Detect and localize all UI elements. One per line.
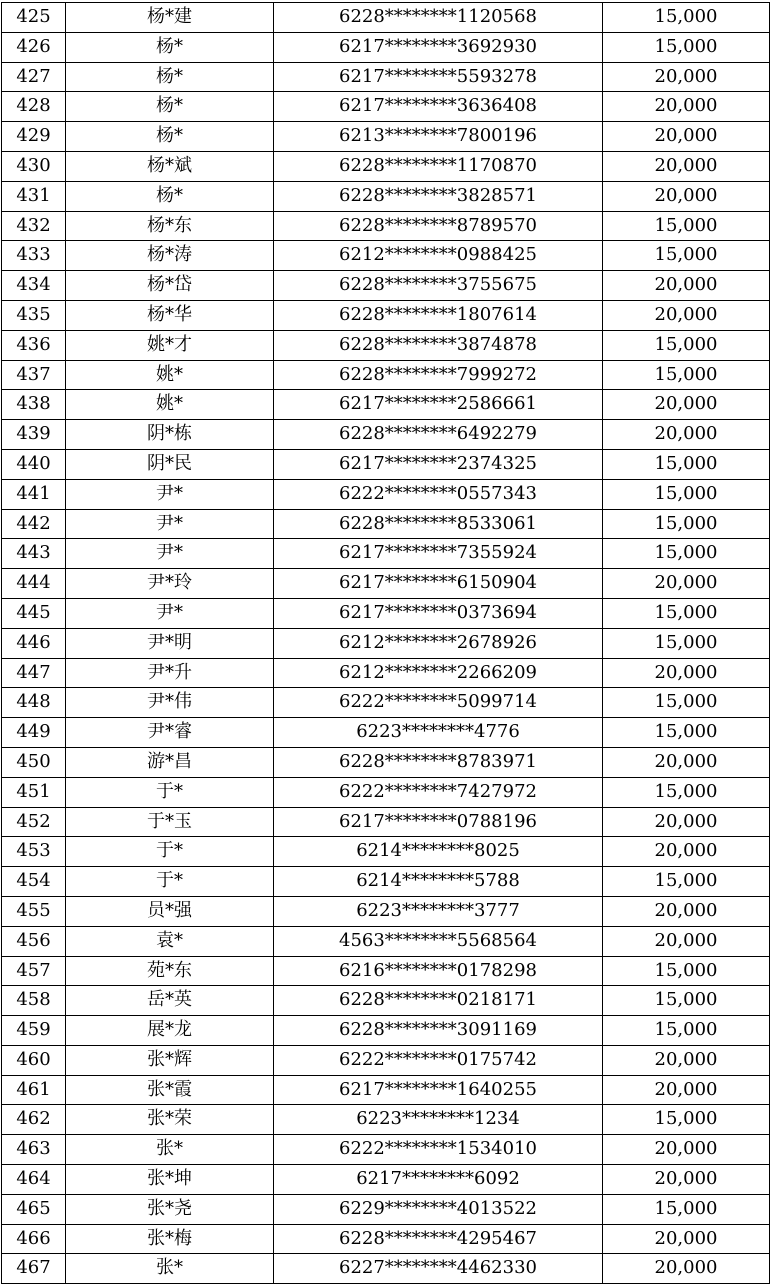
name-cell: 杨*建	[66, 3, 274, 33]
amount-cell: 20,000	[603, 1224, 770, 1254]
row-number-cell: 446	[2, 628, 66, 658]
row-number-cell: 459	[2, 1016, 66, 1046]
name-cell: 阴*民	[66, 449, 274, 479]
amount-cell: 15,000	[603, 449, 770, 479]
row-number-cell: 452	[2, 807, 66, 837]
name-cell: 于*	[66, 837, 274, 867]
row-number-cell: 444	[2, 569, 66, 599]
table-row	[2, 926, 770, 956]
table-row	[2, 211, 770, 241]
row-number-cell: 458	[2, 986, 66, 1016]
name-cell: 袁*	[66, 926, 274, 956]
account-number-cell: 6222********0175742	[274, 1045, 603, 1075]
amount-cell: 15,000	[603, 718, 770, 748]
table-row	[2, 986, 770, 1016]
row-number-cell: 441	[2, 479, 66, 509]
table-row	[2, 956, 770, 986]
amount-cell: 15,000	[603, 509, 770, 539]
account-number-cell: 6222********5099714	[274, 688, 603, 718]
row-number-cell: 440	[2, 449, 66, 479]
account-number-cell: 6228********6492279	[274, 420, 603, 450]
account-number-cell: 6217********0373694	[274, 598, 603, 628]
name-cell: 尹*	[66, 509, 274, 539]
row-number-cell: 426	[2, 32, 66, 62]
amount-cell: 15,000	[603, 479, 770, 509]
account-number-cell: 6227********4462330	[274, 1254, 603, 1284]
table-row	[2, 837, 770, 867]
table-row	[2, 122, 770, 152]
account-number-cell: 6217********3692930	[274, 32, 603, 62]
amount-cell: 20,000	[603, 1135, 770, 1165]
amount-cell: 20,000	[603, 92, 770, 122]
name-cell: 杨*	[66, 32, 274, 62]
amount-cell: 15,000	[603, 1016, 770, 1046]
account-number-cell: 6213********7800196	[274, 122, 603, 152]
table-row	[2, 688, 770, 718]
account-number-cell: 6228********7999272	[274, 360, 603, 390]
table-row	[2, 241, 770, 271]
amount-cell: 20,000	[603, 390, 770, 420]
name-cell: 杨*	[66, 122, 274, 152]
row-number-cell: 431	[2, 181, 66, 211]
table-row	[2, 32, 770, 62]
amount-cell: 15,000	[603, 598, 770, 628]
amount-cell: 15,000	[603, 360, 770, 390]
amount-cell: 15,000	[603, 777, 770, 807]
row-number-cell: 460	[2, 1045, 66, 1075]
table-row	[2, 1045, 770, 1075]
name-cell: 张*辉	[66, 1045, 274, 1075]
row-number-cell: 427	[2, 62, 66, 92]
amount-cell: 20,000	[603, 420, 770, 450]
table-row	[2, 896, 770, 926]
row-number-cell: 429	[2, 122, 66, 152]
amount-cell: 20,000	[603, 181, 770, 211]
row-number-cell: 454	[2, 867, 66, 897]
name-cell: 张*	[66, 1254, 274, 1284]
name-cell: 杨*华	[66, 300, 274, 330]
name-cell: 杨*斌	[66, 151, 274, 181]
amount-cell: 15,000	[603, 1105, 770, 1135]
table-row	[2, 1254, 770, 1284]
amount-cell: 20,000	[603, 658, 770, 688]
amount-cell: 15,000	[603, 241, 770, 271]
amount-cell: 15,000	[603, 867, 770, 897]
row-number-cell: 455	[2, 896, 66, 926]
amount-cell: 15,000	[603, 539, 770, 569]
table-row	[2, 92, 770, 122]
name-cell: 张*尧	[66, 1194, 274, 1224]
account-number-cell: 6228********1807614	[274, 300, 603, 330]
row-number-cell: 449	[2, 718, 66, 748]
account-number-cell: 6223********1234	[274, 1105, 603, 1135]
account-number-cell: 6217********5593278	[274, 62, 603, 92]
table-row	[2, 867, 770, 897]
account-number-cell: 6217********2586661	[274, 390, 603, 420]
account-number-cell: 6228********3874878	[274, 330, 603, 360]
account-number-cell: 6222********0557343	[274, 479, 603, 509]
amount-cell: 20,000	[603, 271, 770, 301]
amount-cell: 15,000	[603, 1194, 770, 1224]
account-number-cell: 6228********1170870	[274, 151, 603, 181]
amount-cell: 20,000	[603, 807, 770, 837]
name-cell: 张*梅	[66, 1224, 274, 1254]
name-cell: 游*昌	[66, 747, 274, 777]
amount-cell: 15,000	[603, 211, 770, 241]
table-row	[2, 181, 770, 211]
account-number-cell: 6217********2374325	[274, 449, 603, 479]
row-number-cell: 456	[2, 926, 66, 956]
row-number-cell: 451	[2, 777, 66, 807]
row-number-cell: 438	[2, 390, 66, 420]
table-row	[2, 420, 770, 450]
amount-cell: 20,000	[603, 1165, 770, 1195]
account-number-cell: 6228********3828571	[274, 181, 603, 211]
row-number-cell: 430	[2, 151, 66, 181]
row-number-cell: 433	[2, 241, 66, 271]
amount-cell: 15,000	[603, 330, 770, 360]
name-cell: 姚*才	[66, 330, 274, 360]
table-row	[2, 151, 770, 181]
table-row	[2, 1224, 770, 1254]
table-row	[2, 658, 770, 688]
row-number-cell: 443	[2, 539, 66, 569]
name-cell: 苑*东	[66, 956, 274, 986]
row-number-cell: 462	[2, 1105, 66, 1135]
name-cell: 阴*栋	[66, 420, 274, 450]
amount-cell: 15,000	[603, 628, 770, 658]
table-row	[2, 271, 770, 301]
name-cell: 张*坤	[66, 1165, 274, 1195]
name-cell: 于*	[66, 867, 274, 897]
row-number-cell: 467	[2, 1254, 66, 1284]
account-number-cell: 6217********0788196	[274, 807, 603, 837]
account-number-cell: 6214********8025	[274, 837, 603, 867]
table-row	[2, 330, 770, 360]
row-number-cell: 450	[2, 747, 66, 777]
row-number-cell: 465	[2, 1194, 66, 1224]
row-number-cell: 464	[2, 1165, 66, 1195]
row-number-cell: 466	[2, 1224, 66, 1254]
table-row	[2, 360, 770, 390]
table-row	[2, 807, 770, 837]
account-number-cell: 6228********3091169	[274, 1016, 603, 1046]
row-number-cell: 448	[2, 688, 66, 718]
name-cell: 岳*英	[66, 986, 274, 1016]
row-number-cell: 437	[2, 360, 66, 390]
table-row	[2, 1194, 770, 1224]
table-row	[2, 479, 770, 509]
account-number-cell: 6228********8533061	[274, 509, 603, 539]
account-number-cell: 6214********5788	[274, 867, 603, 897]
amount-cell: 20,000	[603, 926, 770, 956]
account-number-cell: 4563********5568564	[274, 926, 603, 956]
amount-cell: 20,000	[603, 896, 770, 926]
amount-cell: 20,000	[603, 747, 770, 777]
name-cell: 杨*涛	[66, 241, 274, 271]
account-number-cell: 6217********7355924	[274, 539, 603, 569]
row-number-cell: 461	[2, 1075, 66, 1105]
table-row	[2, 628, 770, 658]
row-number-cell: 457	[2, 956, 66, 986]
account-number-cell: 6228********1120568	[274, 3, 603, 33]
table-row	[2, 777, 770, 807]
amount-cell: 15,000	[603, 688, 770, 718]
name-cell: 张*	[66, 1135, 274, 1165]
account-number-cell: 6223********4776	[274, 718, 603, 748]
name-cell: 杨*	[66, 62, 274, 92]
account-number-cell: 6228********8789570	[274, 211, 603, 241]
table-row	[2, 718, 770, 748]
row-number-cell: 435	[2, 300, 66, 330]
amount-cell: 15,000	[603, 3, 770, 33]
name-cell: 张*荣	[66, 1105, 274, 1135]
name-cell: 杨*	[66, 92, 274, 122]
name-cell: 张*霞	[66, 1075, 274, 1105]
table-row	[2, 1135, 770, 1165]
account-number-cell: 6228********8783971	[274, 747, 603, 777]
name-cell: 于*玉	[66, 807, 274, 837]
amount-cell: 20,000	[603, 62, 770, 92]
account-number-cell: 6217********1640255	[274, 1075, 603, 1105]
amount-cell: 20,000	[603, 1045, 770, 1075]
name-cell: 尹*睿	[66, 718, 274, 748]
table-row	[2, 598, 770, 628]
row-number-cell: 453	[2, 837, 66, 867]
account-number-cell: 6229********4013522	[274, 1194, 603, 1224]
amount-cell: 20,000	[603, 1075, 770, 1105]
row-number-cell: 432	[2, 211, 66, 241]
name-cell: 杨*	[66, 181, 274, 211]
account-number-cell: 6228********4295467	[274, 1224, 603, 1254]
row-number-cell: 425	[2, 3, 66, 33]
table-row	[2, 1075, 770, 1105]
table-row	[2, 569, 770, 599]
row-number-cell: 463	[2, 1135, 66, 1165]
name-cell: 员*强	[66, 896, 274, 926]
table-row	[2, 62, 770, 92]
name-cell: 于*	[66, 777, 274, 807]
amount-cell: 15,000	[603, 956, 770, 986]
account-number-cell: 6212********0988425	[274, 241, 603, 271]
name-cell: 尹*	[66, 479, 274, 509]
account-number-cell: 6217********3636408	[274, 92, 603, 122]
table-row	[2, 509, 770, 539]
name-cell: 姚*	[66, 360, 274, 390]
account-number-cell: 6222********7427972	[274, 777, 603, 807]
name-cell: 尹*伟	[66, 688, 274, 718]
row-number-cell: 447	[2, 658, 66, 688]
amount-cell: 15,000	[603, 986, 770, 1016]
table-row	[2, 747, 770, 777]
name-cell: 姚*	[66, 390, 274, 420]
name-cell: 尹*	[66, 598, 274, 628]
name-cell: 尹*明	[66, 628, 274, 658]
table-row	[2, 1105, 770, 1135]
table-row	[2, 300, 770, 330]
row-number-cell: 439	[2, 420, 66, 450]
name-cell: 尹*	[66, 539, 274, 569]
table-row	[2, 539, 770, 569]
table-row	[2, 3, 770, 33]
account-number-cell: 6216********0178298	[274, 956, 603, 986]
row-number-cell: 428	[2, 92, 66, 122]
amount-cell: 20,000	[603, 300, 770, 330]
account-number-cell: 6222********1534010	[274, 1135, 603, 1165]
row-number-cell: 434	[2, 271, 66, 301]
amount-cell: 20,000	[603, 151, 770, 181]
table-row	[2, 449, 770, 479]
account-number-cell: 6217********6150904	[274, 569, 603, 599]
name-cell: 杨*岱	[66, 271, 274, 301]
row-number-cell: 445	[2, 598, 66, 628]
account-number-cell: 6223********3777	[274, 896, 603, 926]
name-cell: 杨*东	[66, 211, 274, 241]
row-number-cell: 436	[2, 330, 66, 360]
amount-cell: 20,000	[603, 837, 770, 867]
payment-table-body	[2, 3, 770, 1284]
name-cell: 尹*升	[66, 658, 274, 688]
account-number-cell: 6228********0218171	[274, 986, 603, 1016]
account-number-cell: 6228********3755675	[274, 271, 603, 301]
amount-cell: 20,000	[603, 122, 770, 152]
account-number-cell: 6217********6092	[274, 1165, 603, 1195]
name-cell: 尹*玲	[66, 569, 274, 599]
table-row	[2, 1165, 770, 1195]
table-row	[2, 1016, 770, 1046]
account-number-cell: 6212********2678926	[274, 628, 603, 658]
name-cell: 展*龙	[66, 1016, 274, 1046]
account-number-cell: 6212********2266209	[274, 658, 603, 688]
amount-cell: 15,000	[603, 32, 770, 62]
payment-table	[1, 2, 770, 1284]
row-number-cell: 442	[2, 509, 66, 539]
amount-cell: 20,000	[603, 569, 770, 599]
table-row	[2, 390, 770, 420]
amount-cell: 20,000	[603, 1254, 770, 1284]
